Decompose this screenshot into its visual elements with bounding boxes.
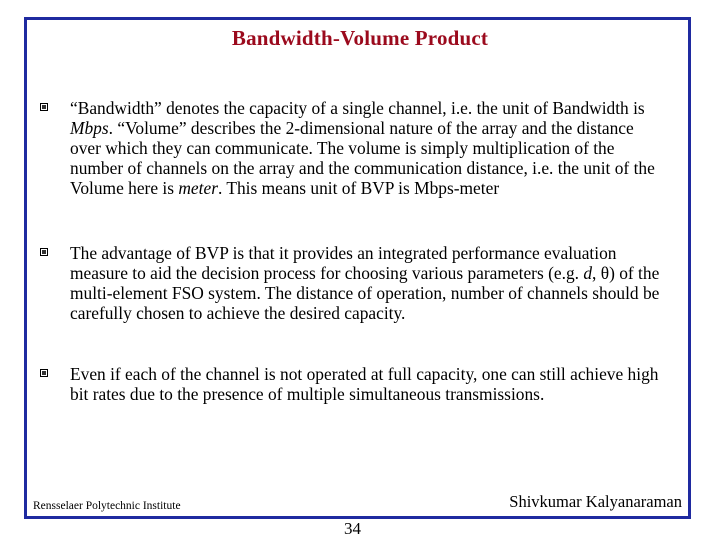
bullet-square-icon [40,248,48,256]
bullet-text: The advantage of BVP is that it provides an integrated performance evaluation measure to aid the decision process for choosing various parameters (e.g. d, θ) of the multi-element FSO system. The distance of operation, number of channels should be carefully chosen to achieve the desired capacity. [70,243,660,323]
bullet-item [40,98,660,198]
bullet-square-icon [40,103,48,111]
footer-author: Shivkumar Kalyanaraman [509,492,682,511]
page-number: 34 [344,519,361,538]
bullet-item [40,364,660,404]
bullet-text: “Bandwidth” denotes the capacity of a single channel, i.e. the unit of Bandwidth is Mbps. “Volume” describes the 2-dimensional nature of the array and the distance over which they can communicate. The volume is simply multiplication of the number of channels on the array and the communication distance, i.e. the unit of the Volume here is meter. This means unit of BVP is Mbps-meter [70,98,655,198]
footer-institution: Rensselaer Polytechnic Institute [33,500,181,512]
bullet-square-icon [40,369,48,377]
slide-title: Bandwidth-Volume Product [231,26,489,50]
bullet-item [40,243,660,323]
bullet-text: Even if each of the channel is not operated at full capacity, one can still achieve high bit rates due to the presence of multiple simultaneous transmissions. [70,364,659,404]
